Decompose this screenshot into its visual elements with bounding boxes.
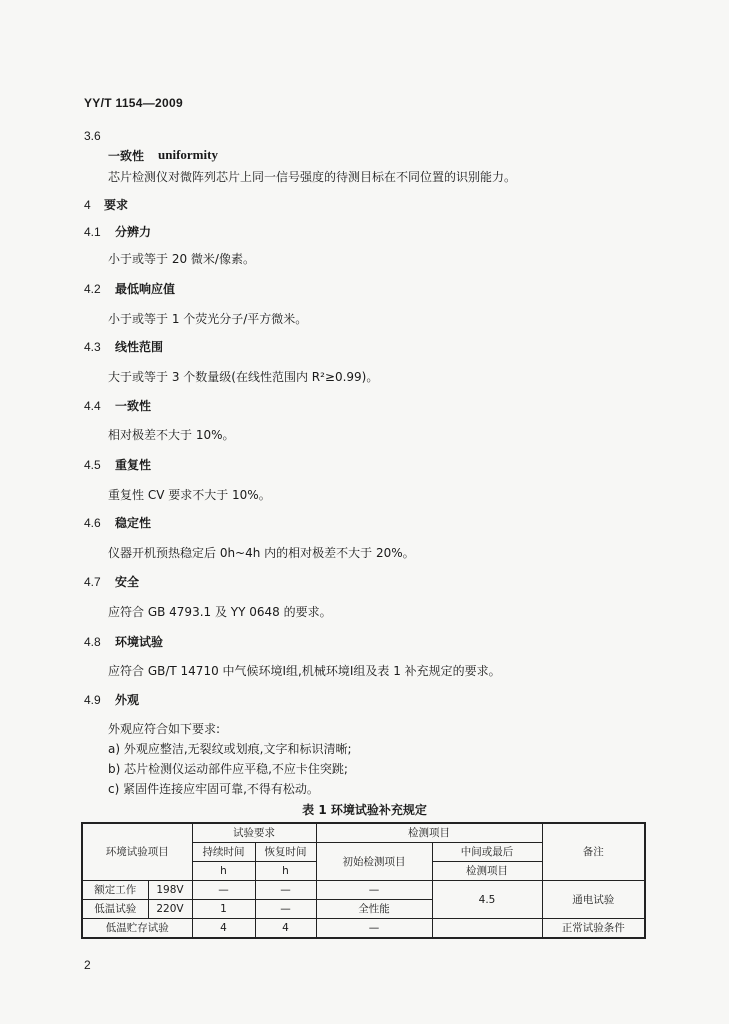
row-middle: 4.5 <box>432 881 542 919</box>
clause-title: 最低响应值 <box>115 282 176 296</box>
row-voltage: 220V <box>148 900 192 919</box>
page-number: 2 <box>84 958 91 972</box>
header-requirements: 试验要求 <box>192 823 316 843</box>
header-item: 环境试验项目 <box>82 823 192 881</box>
clause-number: 4.8 <box>84 635 101 649</box>
table-row <box>82 881 645 900</box>
row-recovery: 4 <box>255 919 316 939</box>
clause-number: 4.5 <box>84 458 101 472</box>
clause-number: 4.1 <box>84 225 101 239</box>
clause-title: 一致性 <box>115 399 152 413</box>
row-initial: 全性能 <box>316 900 432 919</box>
row-initial: — <box>316 919 432 939</box>
clause-intro: 外观应符合如下要求: <box>108 722 221 736</box>
clause-title: 要求 <box>104 198 129 212</box>
header-recovery-unit: h <box>255 862 316 881</box>
row-note: 正常试验条件 <box>542 919 645 939</box>
clause-title: 线性范围 <box>115 340 164 354</box>
clause-text: 小于或等于 1 个荧光分子/平方微米。 <box>108 312 308 326</box>
clause-number: 4 <box>84 198 91 212</box>
clause-number: 4.3 <box>84 340 101 354</box>
clause-title: 分辨力 <box>115 225 152 239</box>
term-definition: 芯片检测仪对微阵列芯片上同一信号强度的待测目标在不同位置的识别能力。 <box>108 170 517 184</box>
header-initial: 初始检测项目 <box>316 843 432 881</box>
list-item: b) 芯片检测仪运动部件应平稳,不应卡住突跳; <box>108 762 348 776</box>
clause-number: 4.9 <box>84 693 101 707</box>
header-middle-2: 检测项目 <box>432 862 542 881</box>
row-name: 低温贮存试验 <box>82 919 192 939</box>
clause-title: 外观 <box>115 693 140 707</box>
header-duration-unit: h <box>192 862 255 881</box>
clause-title: 环境试验 <box>115 635 164 649</box>
clause-title: 重复性 <box>115 458 152 472</box>
clause-text: 仪器开机预热稳定后 0h~4h 内的相对极差不大于 20%。 <box>108 546 415 560</box>
row-note: 通电试验 <box>542 881 645 919</box>
row-name: 额定工作 <box>82 881 148 900</box>
clause-number: 4.2 <box>84 282 101 296</box>
row-duration: — <box>192 881 255 900</box>
clause-text: 重复性 CV 要求不大于 10%。 <box>108 488 271 502</box>
header-note: 备注 <box>542 823 645 881</box>
header-middle: 中间或最后 <box>432 843 542 862</box>
table-row <box>82 919 645 939</box>
row-middle <box>432 919 542 939</box>
row-duration: 1 <box>192 900 255 919</box>
clause-number: 4.6 <box>84 516 101 530</box>
row-initial: — <box>316 881 432 900</box>
term-english: uniformity <box>158 147 218 162</box>
term-chinese: 一致性 <box>108 149 145 163</box>
list-item: a) 外观应整洁,无裂纹或划痕,文字和标识清晰; <box>108 742 352 756</box>
list-item: c) 紧固件连接应牢固可靠,不得有松动。 <box>108 782 319 796</box>
header-recovery: 恢复时间 <box>255 843 316 862</box>
table-caption: 表 1 环境试验补充规定 <box>302 803 427 817</box>
clause-text: 应符合 GB 4793.1 及 YY 0648 的要求。 <box>108 605 332 619</box>
header-duration: 持续时间 <box>192 843 255 862</box>
clause-number: 3.6 <box>84 129 101 143</box>
row-name: 低温试验 <box>82 900 148 919</box>
row-duration: 4 <box>192 919 255 939</box>
header-detection: 检测项目 <box>316 823 542 843</box>
standard-number: YY/T 1154—2009 <box>84 96 183 110</box>
clause-text: 大于或等于 3 个数量级(在线性范围内 R²≥0.99)。 <box>108 370 379 384</box>
row-recovery: — <box>255 900 316 919</box>
clause-text: 相对极差不大于 10%。 <box>108 428 235 442</box>
clause-number: 4.4 <box>84 399 101 413</box>
clause-number: 4.7 <box>84 575 101 589</box>
clause-text: 小于或等于 20 微米/像素。 <box>108 252 255 266</box>
row-recovery: — <box>255 881 316 900</box>
row-voltage: 198V <box>148 881 192 900</box>
clause-title: 安全 <box>115 575 140 589</box>
environment-test-table <box>81 822 646 939</box>
clause-title: 稳定性 <box>115 516 152 530</box>
clause-text: 应符合 GB/T 14710 中气候环境Ⅰ组,机械环境Ⅰ组及表 1 补充规定的要求。 <box>108 664 501 678</box>
